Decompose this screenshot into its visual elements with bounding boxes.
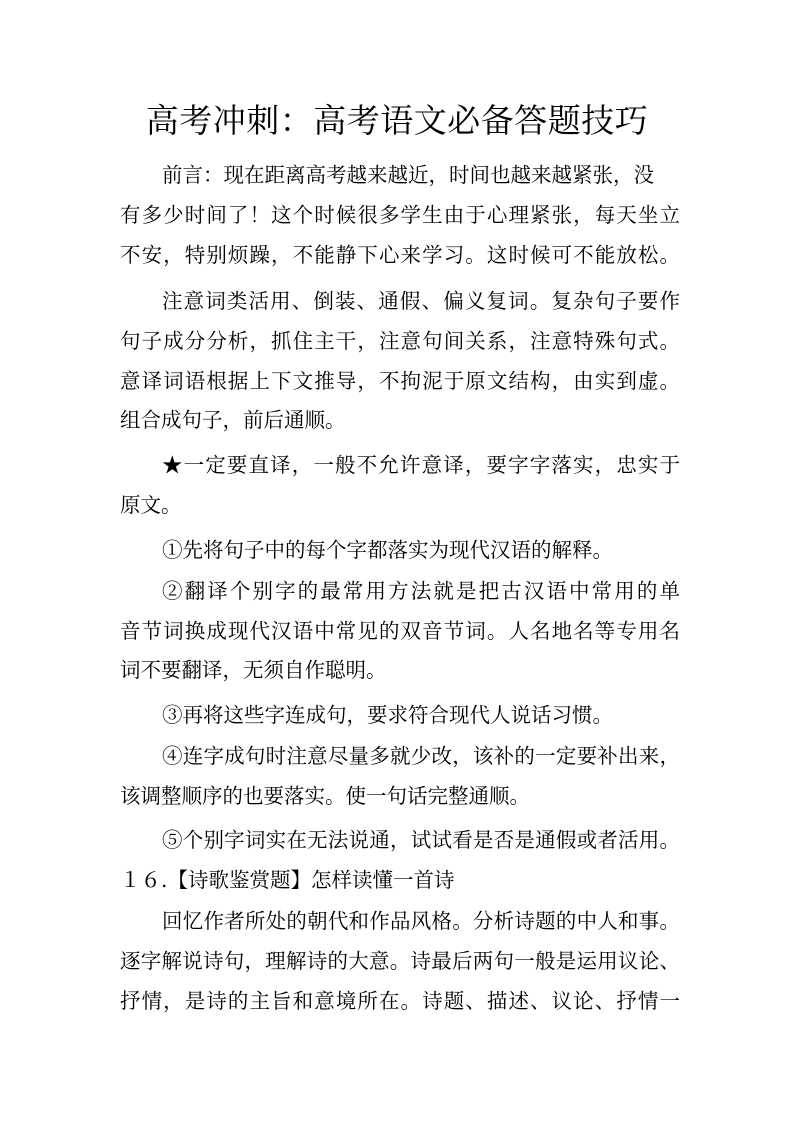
text-line: 回忆作者所处的朝代和作品风格。分析诗题的中人和事。	[162, 909, 680, 933]
text-line: ④连字成句时注意尽量多就少改，该补的一定要补出来，	[162, 744, 680, 768]
text-line: 意译词语根据上下文推导，不拘泥于原文结构，由实到虚。	[120, 369, 680, 393]
text-line: 词不要翻译，无须自作聪明。	[120, 658, 387, 682]
text-line: ③再将这些字连成句，要求符合现代人说话习惯。	[162, 703, 613, 727]
text-line: ①先将句子中的每个字都落实为现代汉语的解释。	[162, 538, 613, 562]
section-heading: １６.【诗歌鉴赏题】怎样读懂一首诗	[120, 868, 455, 892]
text-line: 句子成分分析，抓住主干，注意句间关系，注意特殊句式。	[120, 329, 680, 353]
text-line: 前言：现在距离高考越来越近，时间也越来越紧张，没	[162, 163, 654, 187]
text-line: 该调整顺序的也要落实。使一句话完整通顺。	[120, 784, 530, 808]
document-title: 高考冲刺：高考语文必备答题技巧	[145, 101, 649, 140]
text-line: 逐字解说诗句，理解诗的大意。诗最后两句一般是运用议论、	[120, 949, 680, 973]
text-line: ★一定要直译，一般不允许意译，要字字落实，忠实于	[162, 453, 680, 477]
text-line: 原文。	[120, 493, 182, 517]
text-line: 有多少时间了！这个时候很多学生由于心理紧张，每天坐立	[120, 203, 680, 227]
text-line: 组合成句子，前后通顺。	[120, 408, 346, 432]
text-line: 注意词类活用、倒装、通假、偏义复词。复杂句子要作	[162, 289, 680, 313]
text-line: ⑤个别字词实在无法说通，试试看是否是通假或者活用。	[162, 828, 680, 852]
text-line: 抒情，是诗的主旨和意境所在。诗题、描述、议论、抒情一	[120, 989, 680, 1013]
text-line: 音节词换成现代汉语中常见的双音节词。人名地名等专用名	[120, 619, 680, 643]
text-line: ②翻译个别字的最常用方法就是把古汉语中常用的单	[162, 579, 680, 603]
text-line: 不安，特别烦躁，不能静下心来学习。这时候可不能放松。	[120, 243, 680, 267]
